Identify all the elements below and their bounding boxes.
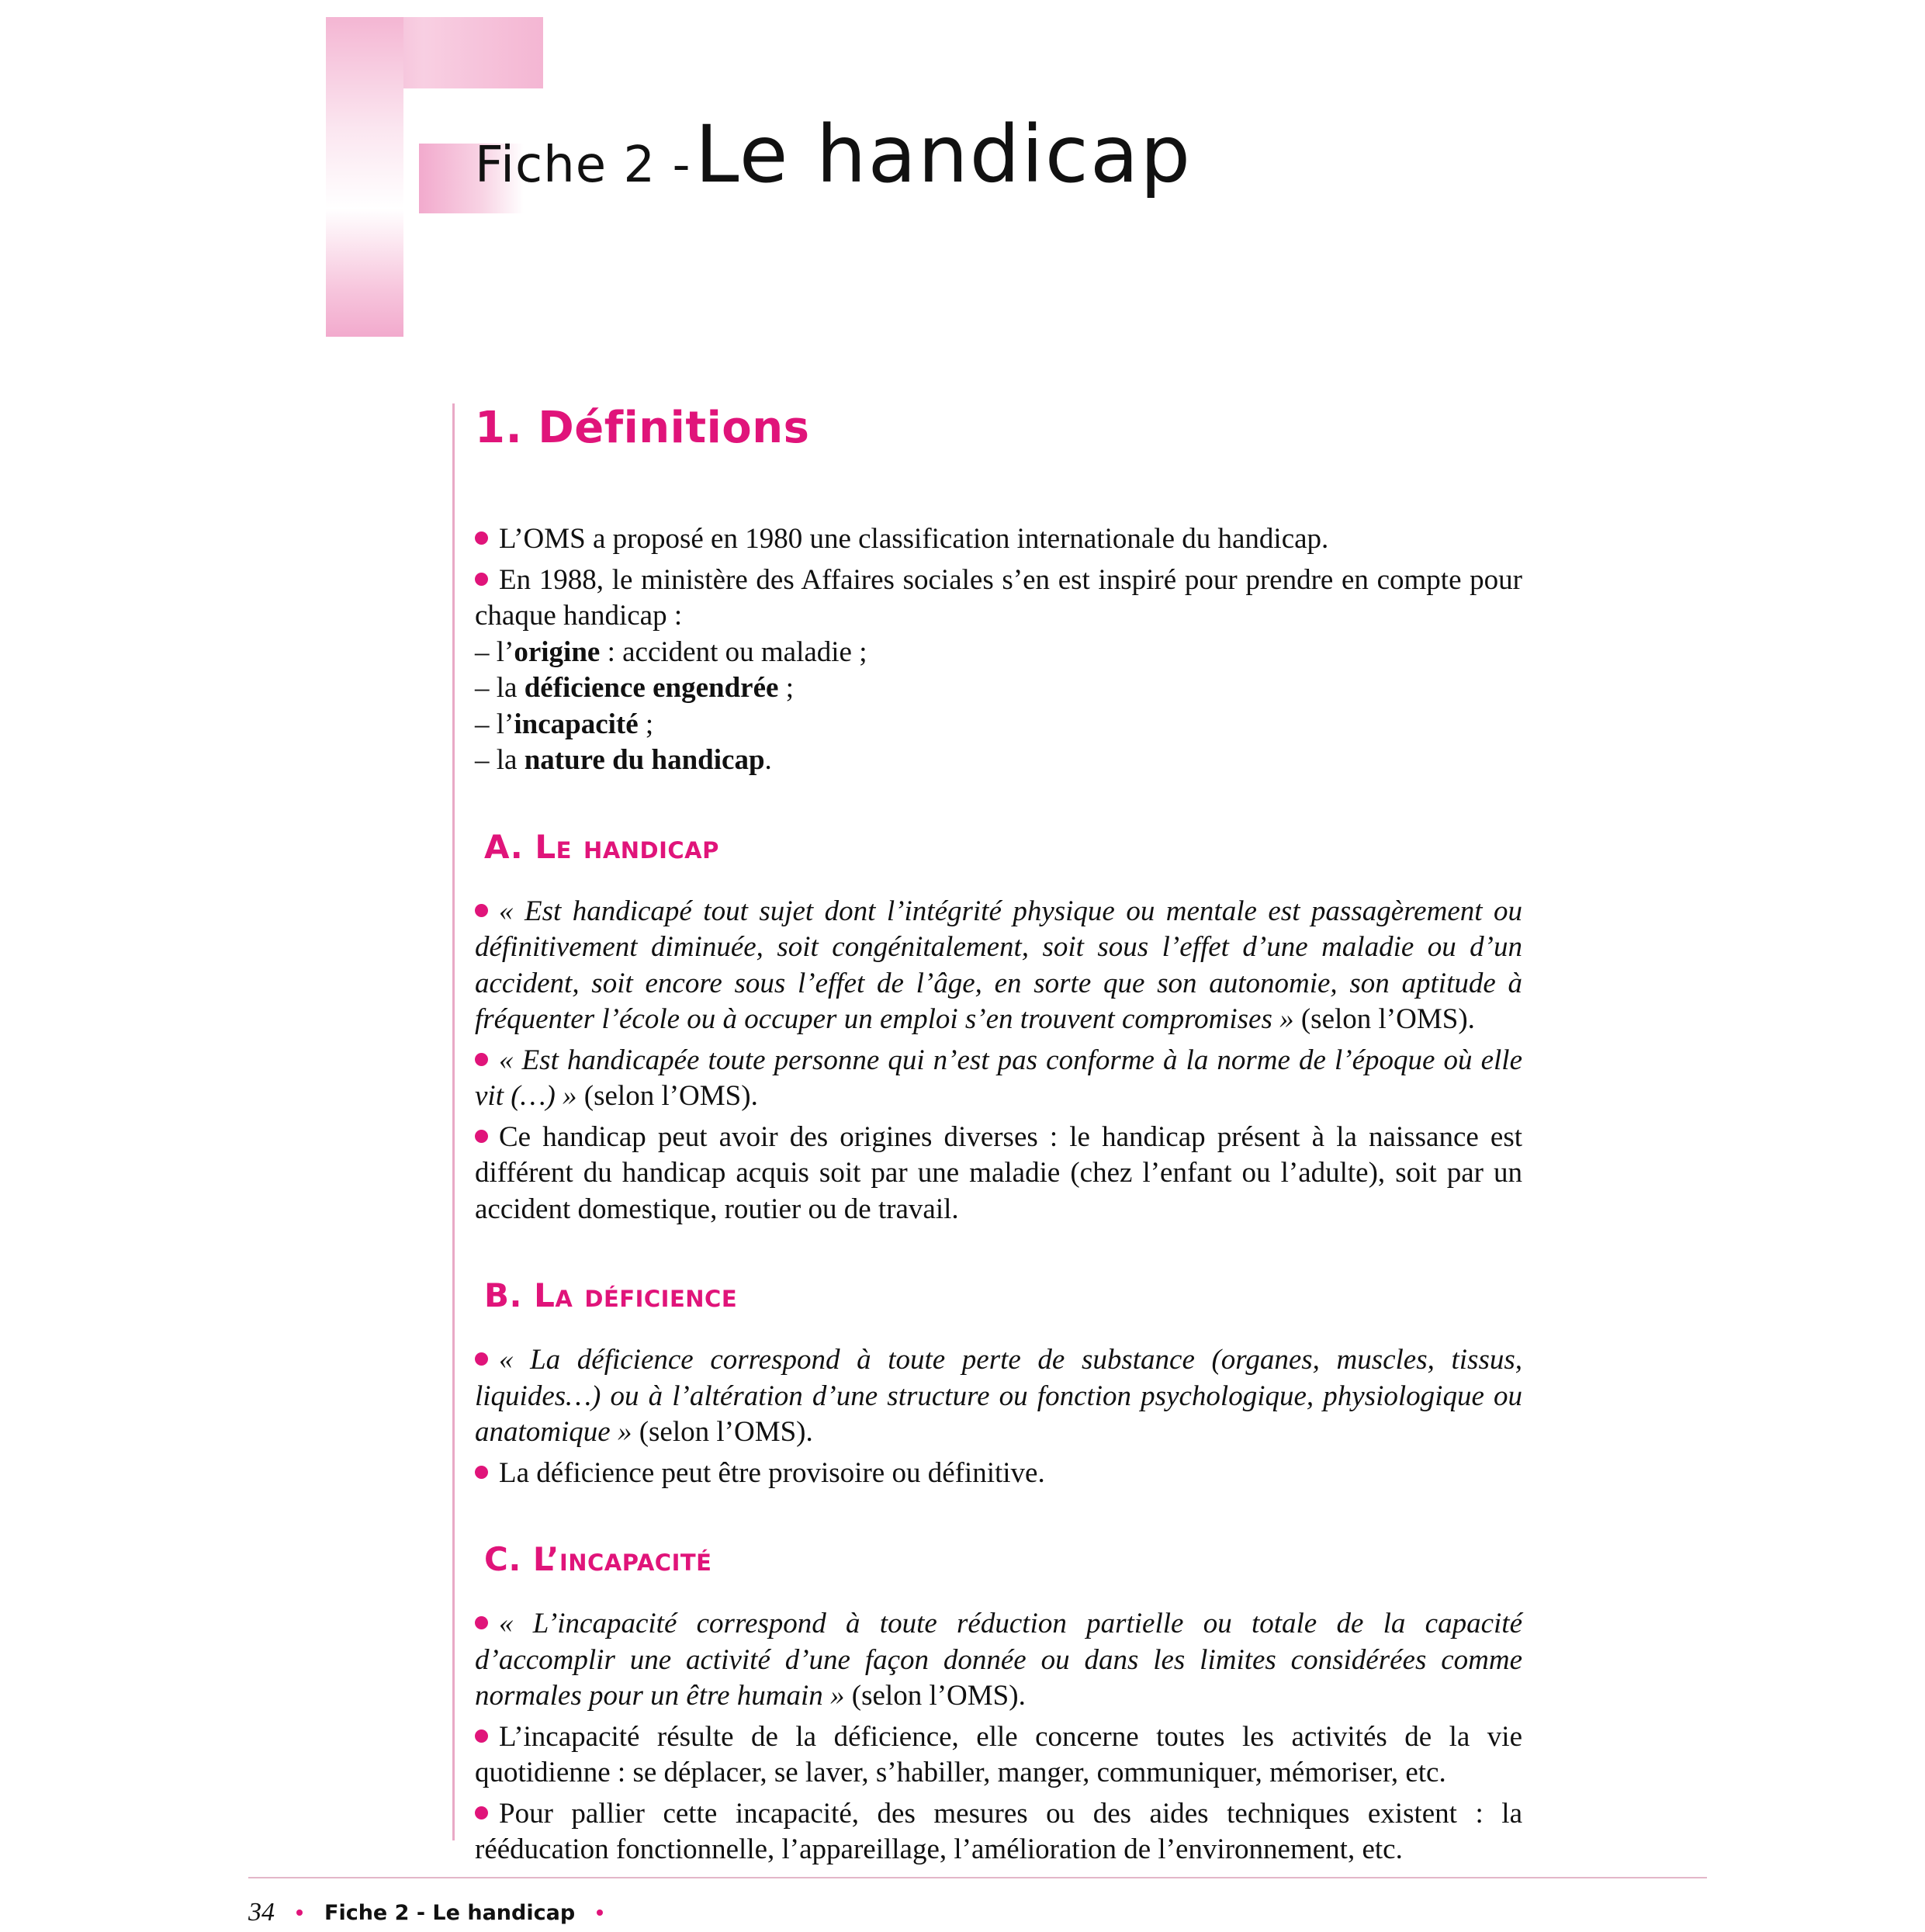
bullet-icon — [475, 904, 488, 917]
fiche-label: Fiche 2 - — [475, 137, 691, 194]
decorative-banner-stem — [326, 17, 403, 337]
subsection-heading-deficience: B. La déficience — [484, 1276, 738, 1314]
footer-dot-icon — [597, 1909, 603, 1916]
paragraph: La déficience peut être provisoire ou définitive. — [475, 1456, 1522, 1492]
bullet-icon — [475, 1352, 488, 1366]
footer-dot-icon — [296, 1909, 303, 1916]
page-number: 34 — [248, 1898, 275, 1927]
paragraph: L’OMS a proposé en 1980 une classification internationale du handicap. — [475, 521, 1522, 558]
running-title: Fiche 2 - Le handicap — [324, 1900, 576, 1925]
bullet-icon — [475, 1806, 488, 1819]
paragraph: L’incapacité résulte de la déficience, elle concerne toutes les activités de la vie quotidienne : se déplacer, se laver, s’habiller, manger, communiquer, mémoriser, etc. — [475, 1720, 1522, 1788]
paragraph: Pour pallier cette incapacité, des mesures ou des aides techniques existent : la rééducation fonctionnelle, l’appareillage, l’amélioration de l’environnement, etc. — [475, 1797, 1522, 1865]
page-footer — [248, 1893, 625, 1932]
page-title — [475, 109, 1192, 201]
subsection-heading-incapacite: C. L’incapacité — [484, 1540, 712, 1578]
paragraph: « Est handicapé tout sujet dont l’intégrité physique ou mentale est passagèrement ou définitivement diminuée, soit congénitalement, soit sous l’effet d’une maladie ou d’un accident, soit encore sous l’effet de l’âge, en sorte que son autonomie, son aptitude à fréquenter l’école ou à occuper un emploi s’en trouvent compromises » (selon l’OMS). — [475, 895, 1522, 1035]
paragraph: « L’incapacité correspond à toute réduction partielle ou totale de la capacité d’accomplir une activité d’une façon donnée ou dans les limites considérées comme normales pour un être humain » (selon l’OMS). — [475, 1608, 1522, 1712]
list-item: – la nature du handicap. — [475, 744, 772, 776]
bullet-icon — [475, 531, 488, 545]
list-item: – l’origine : accident ou maladie ; — [475, 635, 867, 668]
bullet-icon — [475, 1053, 488, 1066]
list-item: – l’incapacité ; — [475, 708, 654, 740]
bullet-icon — [475, 1466, 488, 1479]
bullet-icon — [475, 1616, 488, 1629]
bullet-icon — [475, 1130, 488, 1143]
main-content — [475, 397, 1522, 1873]
paragraph: Ce handicap peut avoir des origines diverses : le handicap présent à la naissance est différent du handicap acquis soit par une maladie (chez l’enfant ou l’adulte), soit par un accident domestique, routier ou de travail. — [475, 1120, 1522, 1225]
list-item: – la déficience engendrée ; — [475, 672, 794, 704]
margin-rule — [452, 403, 455, 1840]
title-text: Le handicap — [694, 109, 1193, 201]
section-heading-definitions: 1. Définitions — [475, 403, 810, 453]
paragraph: « Est handicapée toute personne qui n’est pas conforme à la norme de l’époque où elle vit (…) » (selon l’OMS). — [475, 1044, 1522, 1112]
bullet-icon — [475, 573, 488, 586]
paragraph: « La déficience correspond à toute perte de substance (organes, muscles, tissus, liquides…) ou à l’altération d’une structure ou fonction psychologique, physiologique ou anatomique » (selon l’OMS). — [475, 1344, 1522, 1448]
footer-rule — [248, 1877, 1707, 1878]
paragraph: En 1988, le ministère des Affaires sociales s’en est inspiré pour prendre en compte pour chaque handicap : — [475, 563, 1522, 632]
subsection-heading-handicap: A. Le handicap — [484, 827, 719, 866]
bullet-icon — [475, 1729, 488, 1743]
